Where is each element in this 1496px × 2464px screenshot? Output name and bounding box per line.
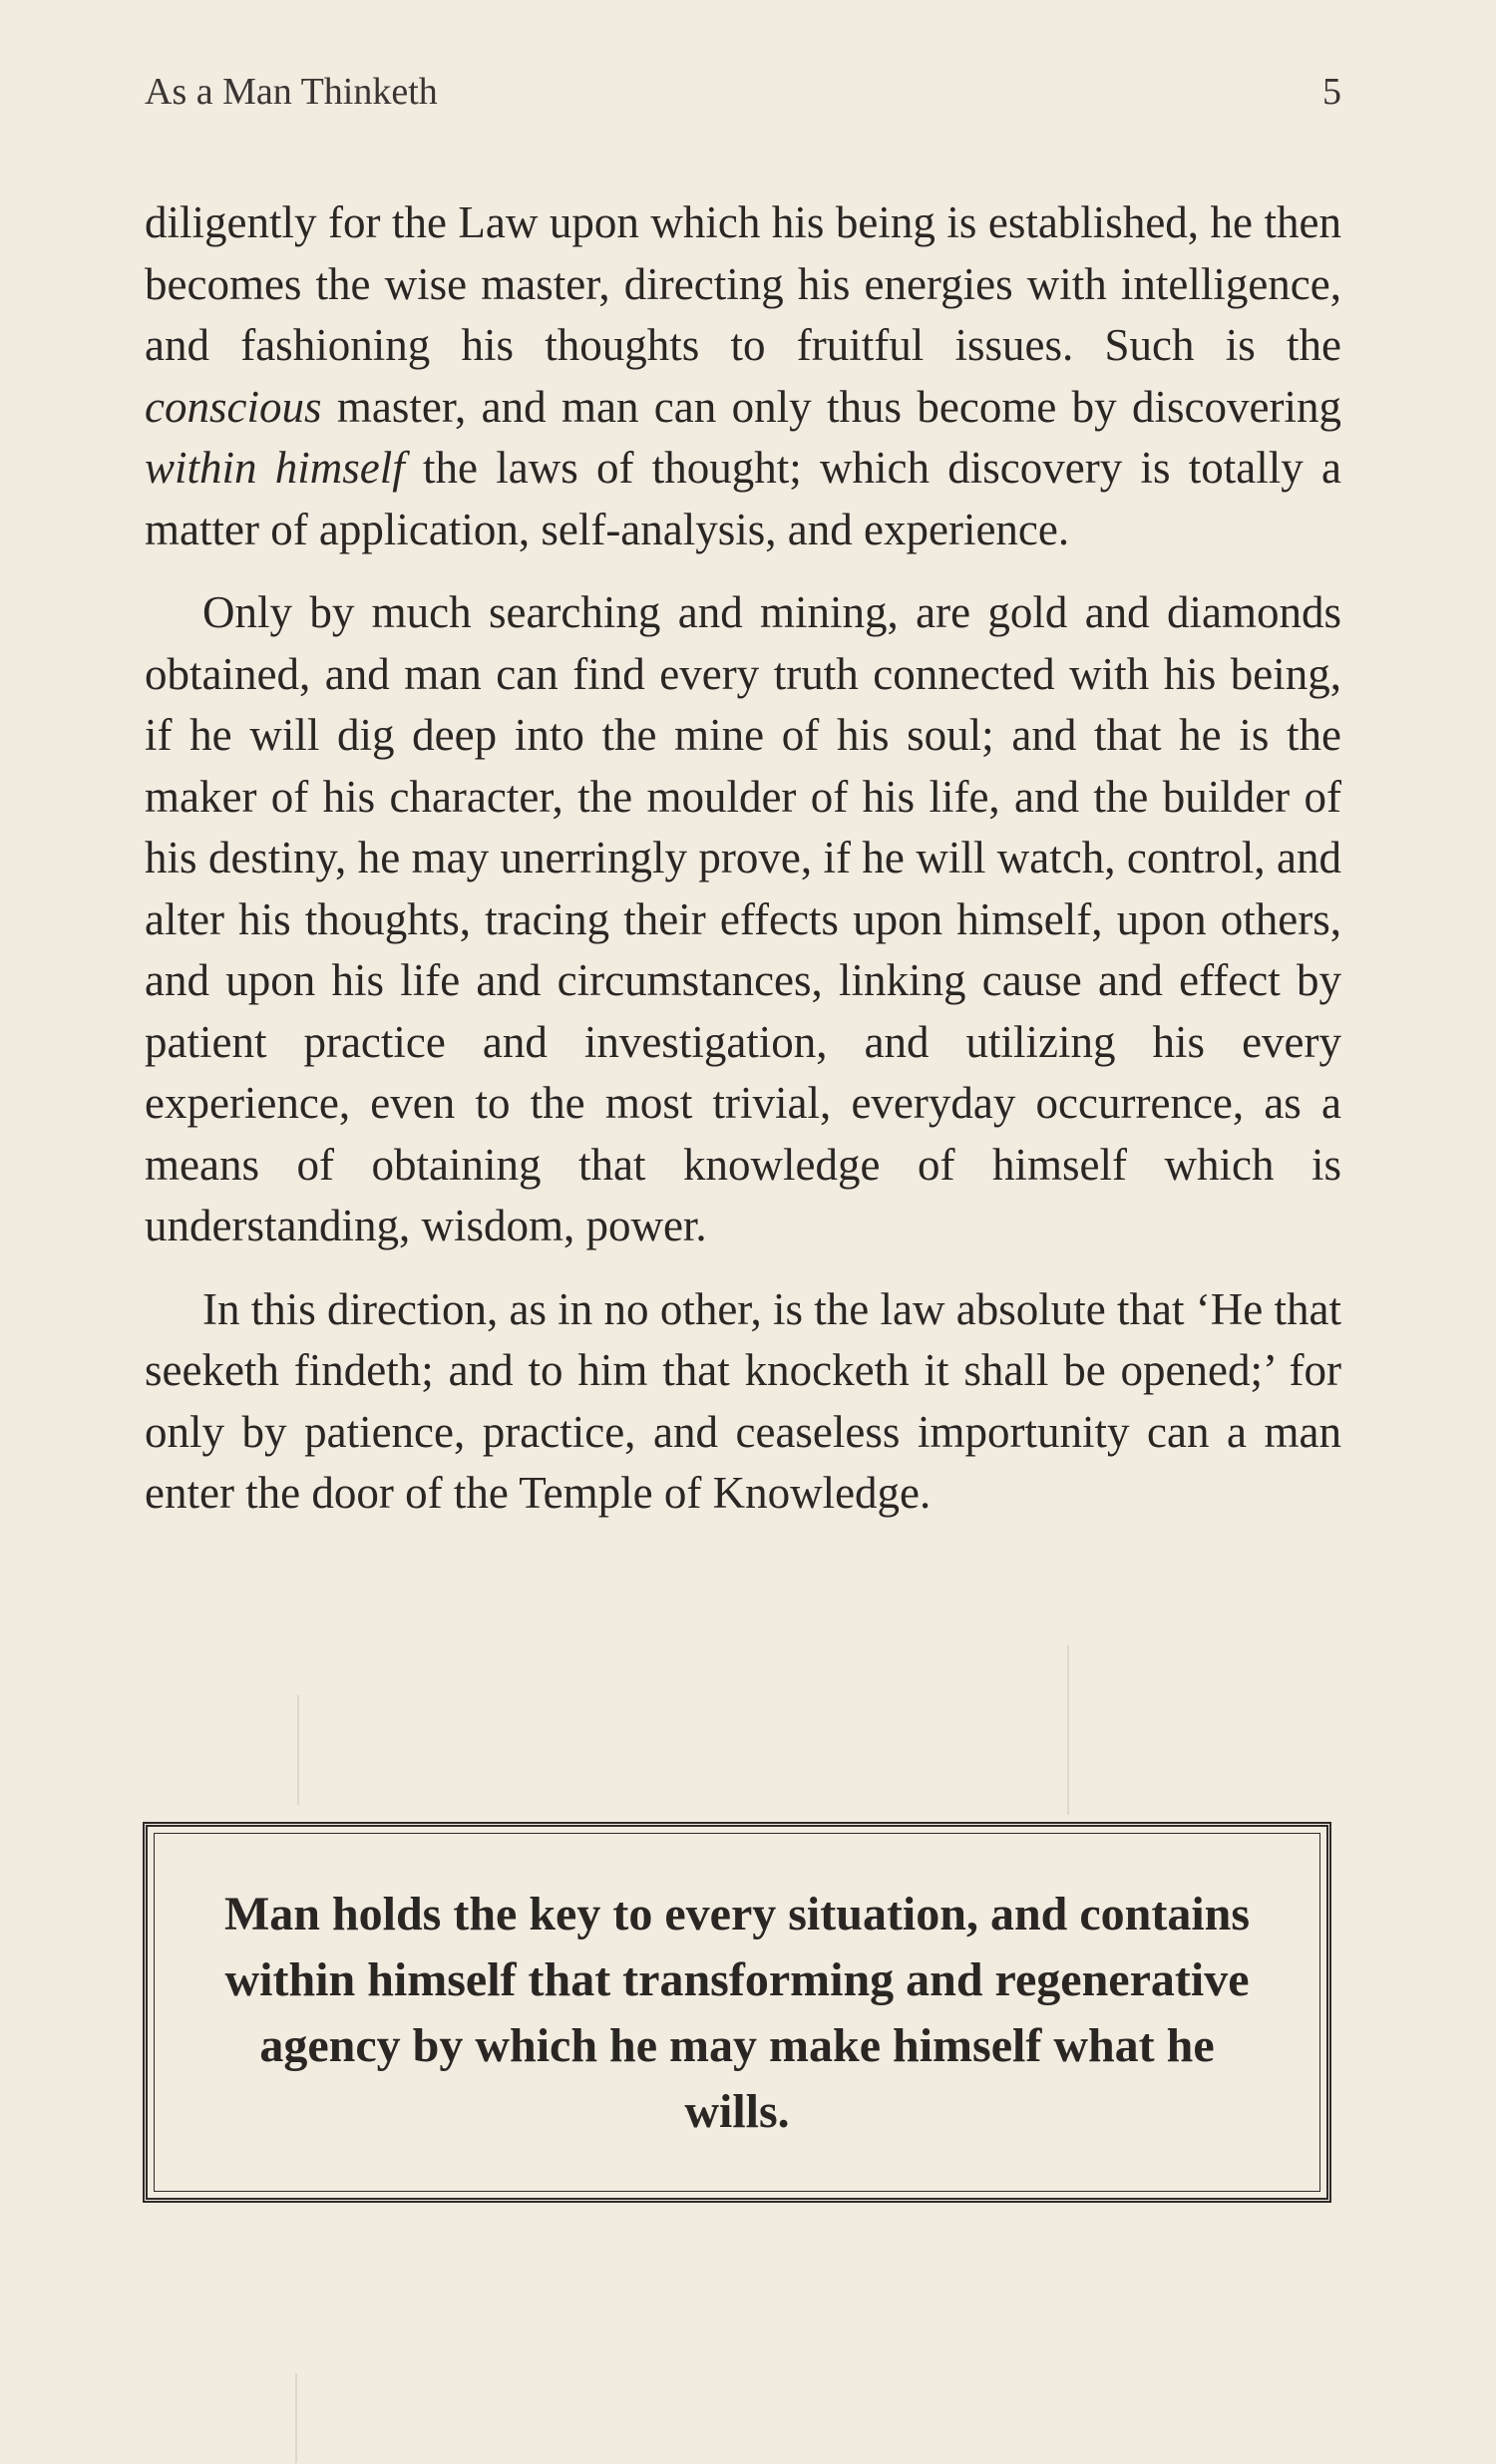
running-title: As a Man Thinketh	[145, 71, 438, 113]
scan-mark	[1067, 1645, 1069, 1815]
running-header	[145, 70, 1341, 120]
paragraph-text: diligently for the Law upon which his being is established, he then becomes the wise master, directing his energies with intelligence, and fashioning his thoughts to fruitful issues. Such is the	[145, 197, 1341, 370]
emphasis-conscious: conscious	[145, 381, 322, 432]
paragraph-text: Only by much searching and mining, are gold and diamonds obtained, and man can find every truth connected with his being, if he will dig deep into the mine of his soul; and that he is the maker of his character, the moulder of his life, and the builder of his destiny, he may unerringly prove, if he will watch, control, and alter his thoughts, tracing their effects upon himself, upon others, and upon his life and circumstances, linking cause and effect by patient practice and investigation, and utilizing his every experience, even to the most trivial, everyday occurrence, as a means of obtaining that knowledge of himself which is understanding, wisdom, power.	[145, 587, 1341, 1250]
paragraph-text: the laws of thought; which discovery is totally a matter of application, self-analysis, and experience.	[145, 443, 1342, 554]
paragraph-text: In this direction, as in no other, is the law absolute that ‘He that seeketh findeth; and to him that knocketh it shall be opened;’ for only by patience, practice, and ceaseless importunity can a man enter the door of the Temple of Knowledge.	[145, 1283, 1341, 1518]
pull-quote-text: Man holds the key to every situation, and contains within himself that transforming and regenerative agency by which he may make himself what he wills.	[223, 1888, 1251, 2138]
scan-mark	[295, 2373, 297, 2463]
paragraph-text: master, and man can only thus become by discovering	[321, 381, 1341, 432]
emphasis-within-himself: within himself	[145, 443, 405, 493]
paragraph	[145, 1279, 1341, 1525]
pull-quote-box	[143, 1822, 1331, 2203]
scan-mark	[297, 1695, 299, 1805]
paragraph	[145, 582, 1341, 1257]
body-text	[145, 192, 1341, 1547]
paragraph	[145, 192, 1341, 560]
page-number: 5	[1322, 71, 1341, 113]
